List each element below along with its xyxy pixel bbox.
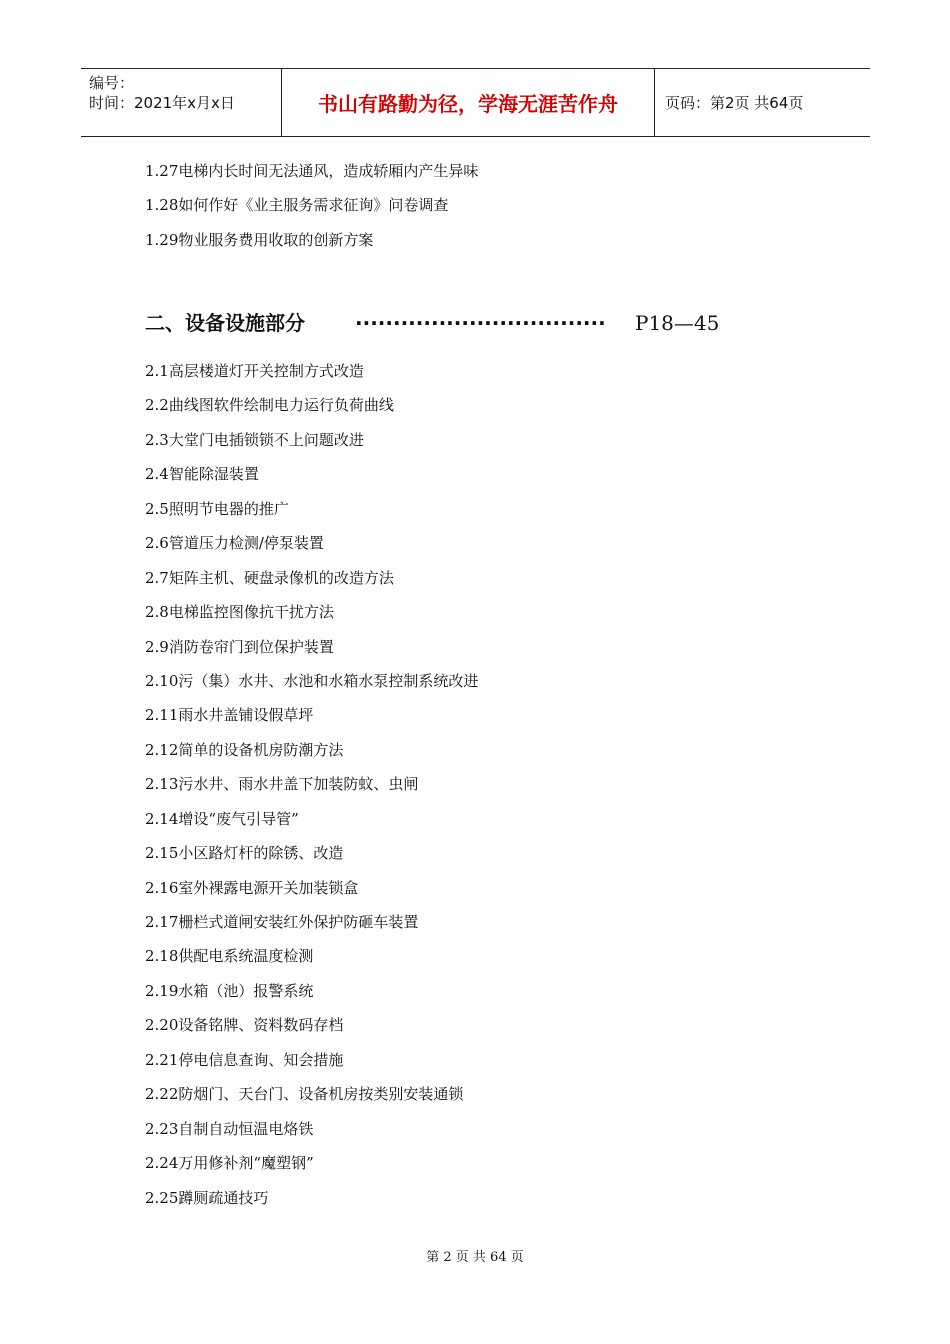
toc-item: 2.10污（集）水井、水池和水箱水泵控制系统改进 <box>145 671 479 690</box>
header-meta <box>81 69 282 136</box>
toc-item: 2.2曲线图软件绘制电力运行负荷曲线 <box>145 396 394 415</box>
toc-item: 2.8电梯监控图像抗干扰方法 <box>145 603 334 622</box>
page-header <box>81 68 870 137</box>
toc-item: 2.6管道压力检测/停泵装置 <box>145 534 324 553</box>
toc-item: 2.20设备铭牌、资料数码存档 <box>145 1016 344 1035</box>
toc-item: 2.12简单的设备机房防潮方法 <box>145 740 344 759</box>
toc-item: 2.22防烟门、天台门、设备机房按类别安装通锁 <box>145 1085 464 1104</box>
toc-item: 2.16室外裸露电源开关加装锁盒 <box>145 878 359 897</box>
section-title: 二、设备设施部分 <box>145 311 305 335</box>
toc-item: 2.21停电信息查询、知会措施 <box>145 1050 344 1069</box>
toc-item: 1.27电梯内长时间无法通风，造成轿厢内产生异味 <box>145 162 479 180</box>
header-motto: 书山有路勤为径，学海无涯苦作舟 <box>282 69 655 136</box>
toc-item: 2.13污水井、雨水井盖下加装防蚊、虫闸 <box>145 775 419 794</box>
toc-list-part-one <box>145 161 478 264</box>
toc-item: 2.1高层楼道灯开关控制方式改造 <box>145 362 364 380</box>
toc-item: 2.19水箱（池）报警系统 <box>145 981 314 1000</box>
toc-item: 2.7矩阵主机、硬盘录像机的改造方法 <box>145 568 394 587</box>
document-number-label: 编号： <box>89 74 135 92</box>
toc-item: 2.18供配电系统温度检测 <box>145 947 314 966</box>
section-page-range: P18—45 <box>635 311 720 335</box>
toc-item: 2.9消防卷帘门到位保护装置 <box>145 637 334 656</box>
toc-item: 2.23自制自动恒温电烙铁 <box>145 1119 314 1138</box>
toc-item: 2.17栅栏式道闸安装红外保护防砸车装置 <box>145 913 419 931</box>
toc-item: 1.28如何作好《业主服务需求征询》问卷调查 <box>145 196 449 215</box>
toc-item: 2.4智能除湿装置 <box>145 465 259 484</box>
toc-item: 2.11雨水井盖铺设假草坪 <box>145 706 314 725</box>
toc-list-part-two <box>145 361 478 1222</box>
toc-item: 2.14增设“废气引导管” <box>145 809 299 828</box>
document-time-label: 时间：2021年x月x日 <box>89 94 235 112</box>
page-footer: 第 2 页 共 64 页 <box>426 1250 524 1265</box>
toc-item: 2.25蹲厕疏通技巧 <box>145 1188 269 1207</box>
header-page-info: 页码：第2页 共64页 <box>665 94 804 112</box>
toc-item: 2.15小区路灯杆的除锈、改造 <box>145 844 344 863</box>
section-leader-dots: ································· <box>355 311 606 335</box>
toc-item: 2.3大堂门电插锁锁不上问题改进 <box>145 430 364 449</box>
toc-item: 2.24万用修补剂“魔塑钢” <box>145 1154 314 1173</box>
section-heading <box>145 308 745 338</box>
toc-item: 1.29物业服务费用收取的创新方案 <box>145 230 374 249</box>
toc-item: 2.5照明节电器的推广 <box>145 499 289 518</box>
